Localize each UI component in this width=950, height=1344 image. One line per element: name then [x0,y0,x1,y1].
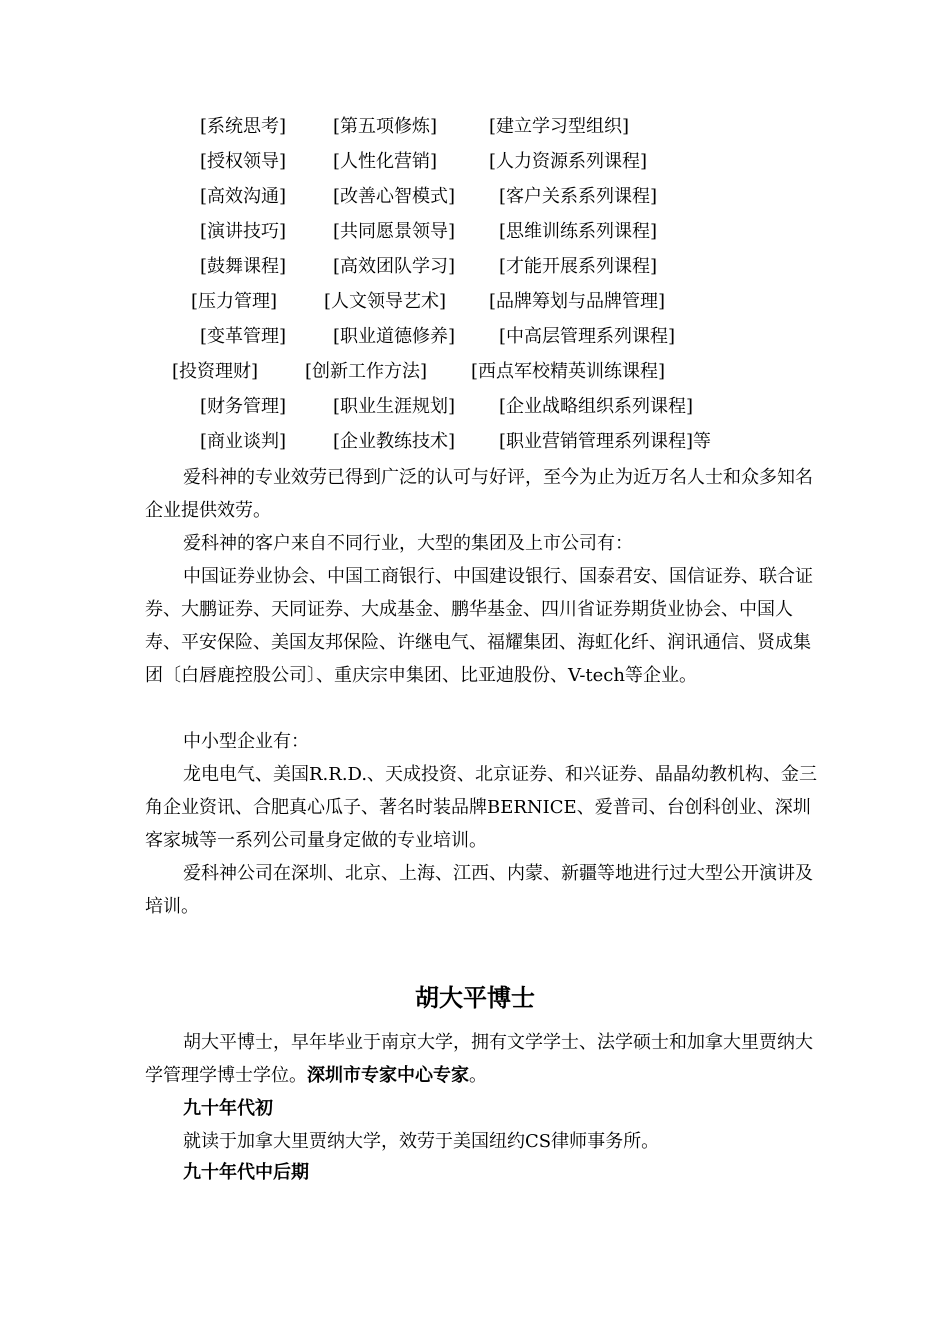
course-item: [才能开展系列课程] [499,256,658,277]
course-item: [企业战略组织系列课程] [499,396,694,417]
profile-intro-highlight: 深圳市专家中心专家 [307,1065,469,1086]
course-item: [商业谈判] [200,431,287,452]
course-row [0,147,950,177]
course-row [0,182,950,212]
course-item: [系统思考] [200,116,287,137]
course-item: [变革管理] [200,326,287,347]
paragraph-text: 爱科神公司在深圳、北京、上海、江西、内蒙、新疆等地进行过大型公开演讲及培训。 [145,863,813,917]
period-heading: 九十年代中后期 [183,1162,309,1183]
paragraph [145,857,825,923]
course-item: [职业道德修养] [333,326,456,347]
course-item: [鼓舞课程] [200,256,287,277]
profile-intro-end: 。 [469,1065,487,1086]
course-item: [客户关系系列课程] [499,186,658,207]
course-item: [财务管理] [200,396,287,417]
paragraph-text: 龙电电气、美国R.R.D.、天成投资、北京证券、和兴证券、晶晶幼教机构、金三角企业资讯、合肥真心瓜子、著名时装品牌BERNICE、爱普司、台创科创业、深圳客家城等一系列公司量身定做的专业培训。 [145,764,818,851]
course-item: [品牌筹划与品牌管理] [489,291,666,312]
paragraph-text: 中小型企业有： [183,731,309,752]
course-item: [压力管理] [191,291,278,312]
course-item: [第五项修炼] [333,116,438,137]
course-row [0,322,950,352]
paragraph [145,560,825,692]
course-row [0,287,950,317]
paragraph [145,461,825,527]
course-row [0,392,950,422]
course-item: [职业生涯规划] [333,396,456,417]
course-item: [共同愿景领导] [333,221,456,242]
course-item: [投资理财] [172,361,259,382]
course-item: [人性化营销] [333,151,438,172]
course-item: [演讲技巧] [200,221,287,242]
period-heading: 九十年代初 [183,1098,273,1119]
paragraph-text: 中国证券业协会、中国工商银行、中国建设银行、国泰君安、国信证券、联合证券、大鹏证券、天同证券、大成基金、鹏华基金、四川省证券期货业协会、中国人寿、平安保险、美国友邦保险、许继电气、福耀集团、海虹化纤、润讯通信、贤成集团〔白唇鹿控股公司〕、重庆宗申集团、比亚迪股份、V-tech等企业。 [145,566,813,686]
profile-intro [145,1026,825,1092]
course-row [0,112,950,142]
paragraph-text: 爱科神的客户来自不同行业，大型的集团及上市公司有： [183,533,633,554]
paragraph [145,758,825,857]
course-item: [思维训练系列课程] [499,221,658,242]
course-item: [职业营销管理系列课程]等 [499,431,712,452]
course-row [0,252,950,282]
section-title: 胡大平博士 [415,983,535,1012]
course-item: [人文领导艺术] [324,291,447,312]
profile-intro-text: 胡大平博士，早年毕业于南京大学，拥有文学学士、法学硕士和加拿大里贾纳大学管理学博士学位。 [145,1032,813,1086]
course-row [0,357,950,387]
course-item: [中高层管理系列课程] [499,326,676,347]
paragraph [145,1125,825,1158]
course-item: [人力资源系列课程] [489,151,648,172]
paragraph-text: 就读于加拿大里贾纳大学，效劳于美国纽约CS律师事务所。 [183,1131,660,1152]
course-item: [企业教练技术] [333,431,456,452]
course-row [0,427,950,457]
course-item: [创新工作方法] [305,361,428,382]
course-item: [高效团队学习] [333,256,456,277]
paragraph-text: 爱科神的专业效劳已得到广泛的认可与好评，至今为止为近万名人士和众多知名企业提供效劳。 [145,467,813,521]
course-item: [西点军校精英训练课程] [471,361,666,382]
paragraph [145,725,825,758]
paragraph [145,527,825,560]
course-item: [高效沟通] [200,186,287,207]
course-row [0,217,950,247]
course-item: [授权领导] [200,151,287,172]
course-item: [改善心智模式] [333,186,456,207]
course-item: [建立学习型组织] [489,116,630,137]
